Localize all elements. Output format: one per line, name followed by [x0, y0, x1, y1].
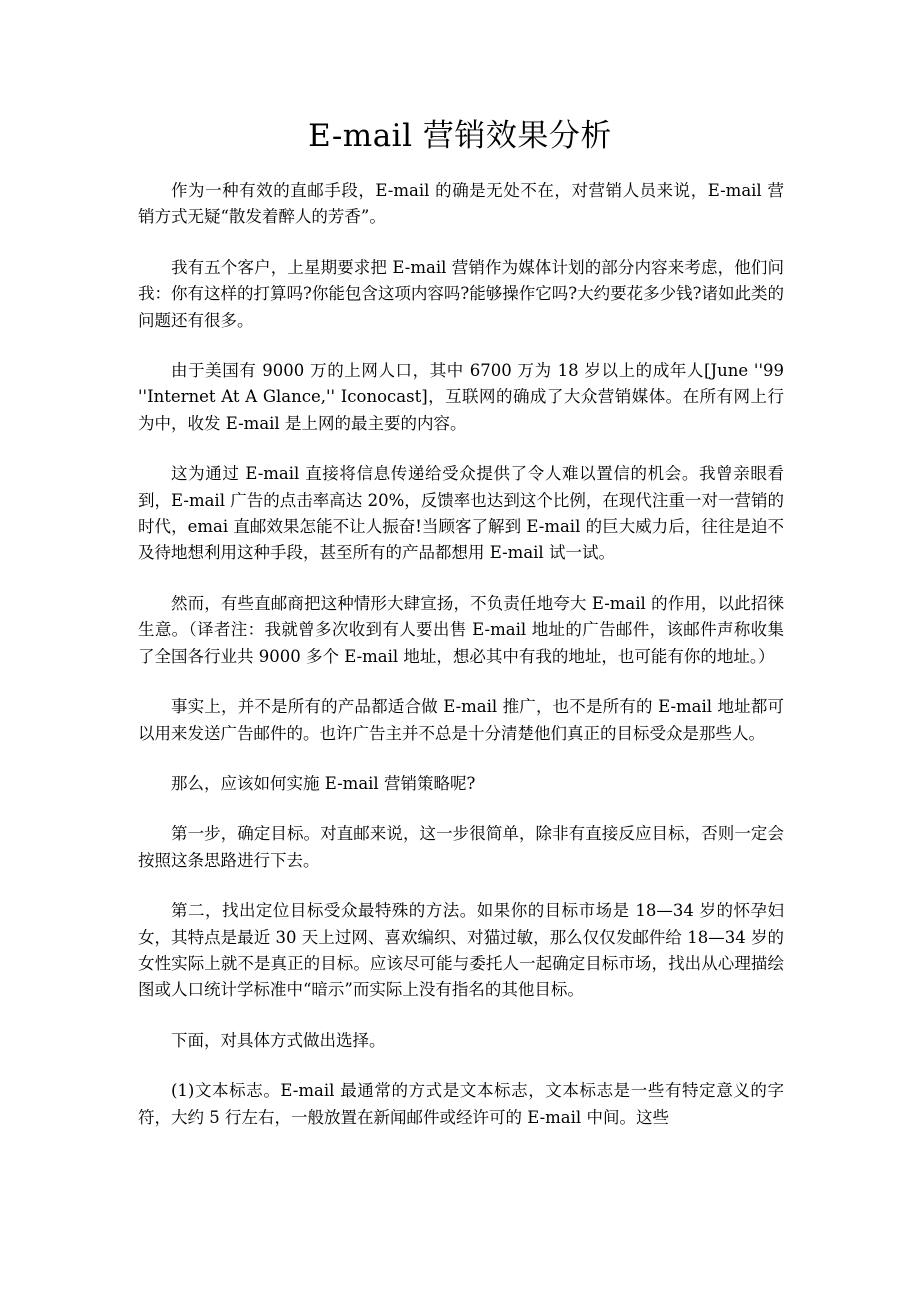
- paragraph-10: 下面，对具体方式做出选择。: [171, 1030, 386, 1050]
- paragraph-3: 由于美国有 9000 万的上网人口，其中 6700 万为 18 岁以上的成年人[June ''99 ''Internet At A Glance,'' Iconocast]，互联网的确成了大众营销媒体。在所有网上行为中，收发 E-mail 是上网的最主要的内容。: [138, 361, 784, 433]
- paragraph-1: 作为一种有效的直邮手段，E-mail 的确是无处不在，对营销人员来说，E-mail 营销方式无疑“散发着醉人的芳香”。: [138, 181, 784, 227]
- paragraph-9: 第二，找出定位目标受众最特殊的方法。如果你的目标市场是 18—34 岁的怀孕妇女，其特点是最近 30 天上过网、喜欢编织、对猫过敏，那么仅仅发邮件给 18—34 岁的女性实际上就不是真正的目标。应该尽可能与委托人一起确定目标市场，找出从心理描绘图或人口统计学标准中“暗示”而实际上没有指名的其他目标。: [138, 901, 784, 1000]
- document-body: [138, 178, 784, 1155]
- paragraph-7: 那么，应该如何实施 E-mail 营销策略呢?: [171, 773, 476, 793]
- paragraph-6: 事实上，并不是所有的产品都适合做 E-mail 推广，也不是所有的 E-mail 地址都可以用来发送广告邮件的。也许广告主并不总是十分清楚他们真正的目标受众是那些人。: [138, 697, 784, 743]
- paragraph-4: 这为通过 E-mail 直接将信息传递给受众提供了令人难以置信的机会。我曾亲眼看到，E-mail 广告的点击率高达 20%，反馈率也达到这个比例，在现代注重一对一营销的时代，emai 直邮效果怎能不让人振奋!当顾客了解到 E-mail 的巨大威力后，往往是迫不及待地想利用这种手段，甚至所有的产品都想用 E-mail 试一试。: [138, 464, 784, 563]
- paragraph-8: 第一步，确定目标。对直邮来说，这一步很简单，除非有直接反应目标，否则一定会按照这条思路进行下去。: [138, 824, 784, 870]
- paragraph-2: 我有五个客户，上星期要求把 E-mail 营销作为媒体计划的部分内容来考虑，他们问我：你有这样的打算吗?你能包含这项内容吗?能够操作它吗?大约要花多少钱?诸如此类的问题还有很多。: [138, 257, 784, 330]
- document-title: E-mail 营销效果分析: [308, 118, 612, 154]
- paragraph-11: (1)文本标志。E-mail 最通常的方式是文本标志，文本标志是一些有特定意义的字符，大约 5 行左右，一般放置在新闻邮件或经许可的 E-mail 中间。这些: [138, 1081, 784, 1127]
- paragraph-5: 然而，有些直邮商把这种情形大肆宣扬，不负责任地夸大 E-mail 的作用，以此招徕生意。（译者注：我就曾多次收到有人要出售 E-mail 地址的广告邮件，该邮件声称收集了全国各行业共 9000 多个 E-mail 地址，想必其中有我的地址，也可能有你的地址。）: [138, 593, 784, 666]
